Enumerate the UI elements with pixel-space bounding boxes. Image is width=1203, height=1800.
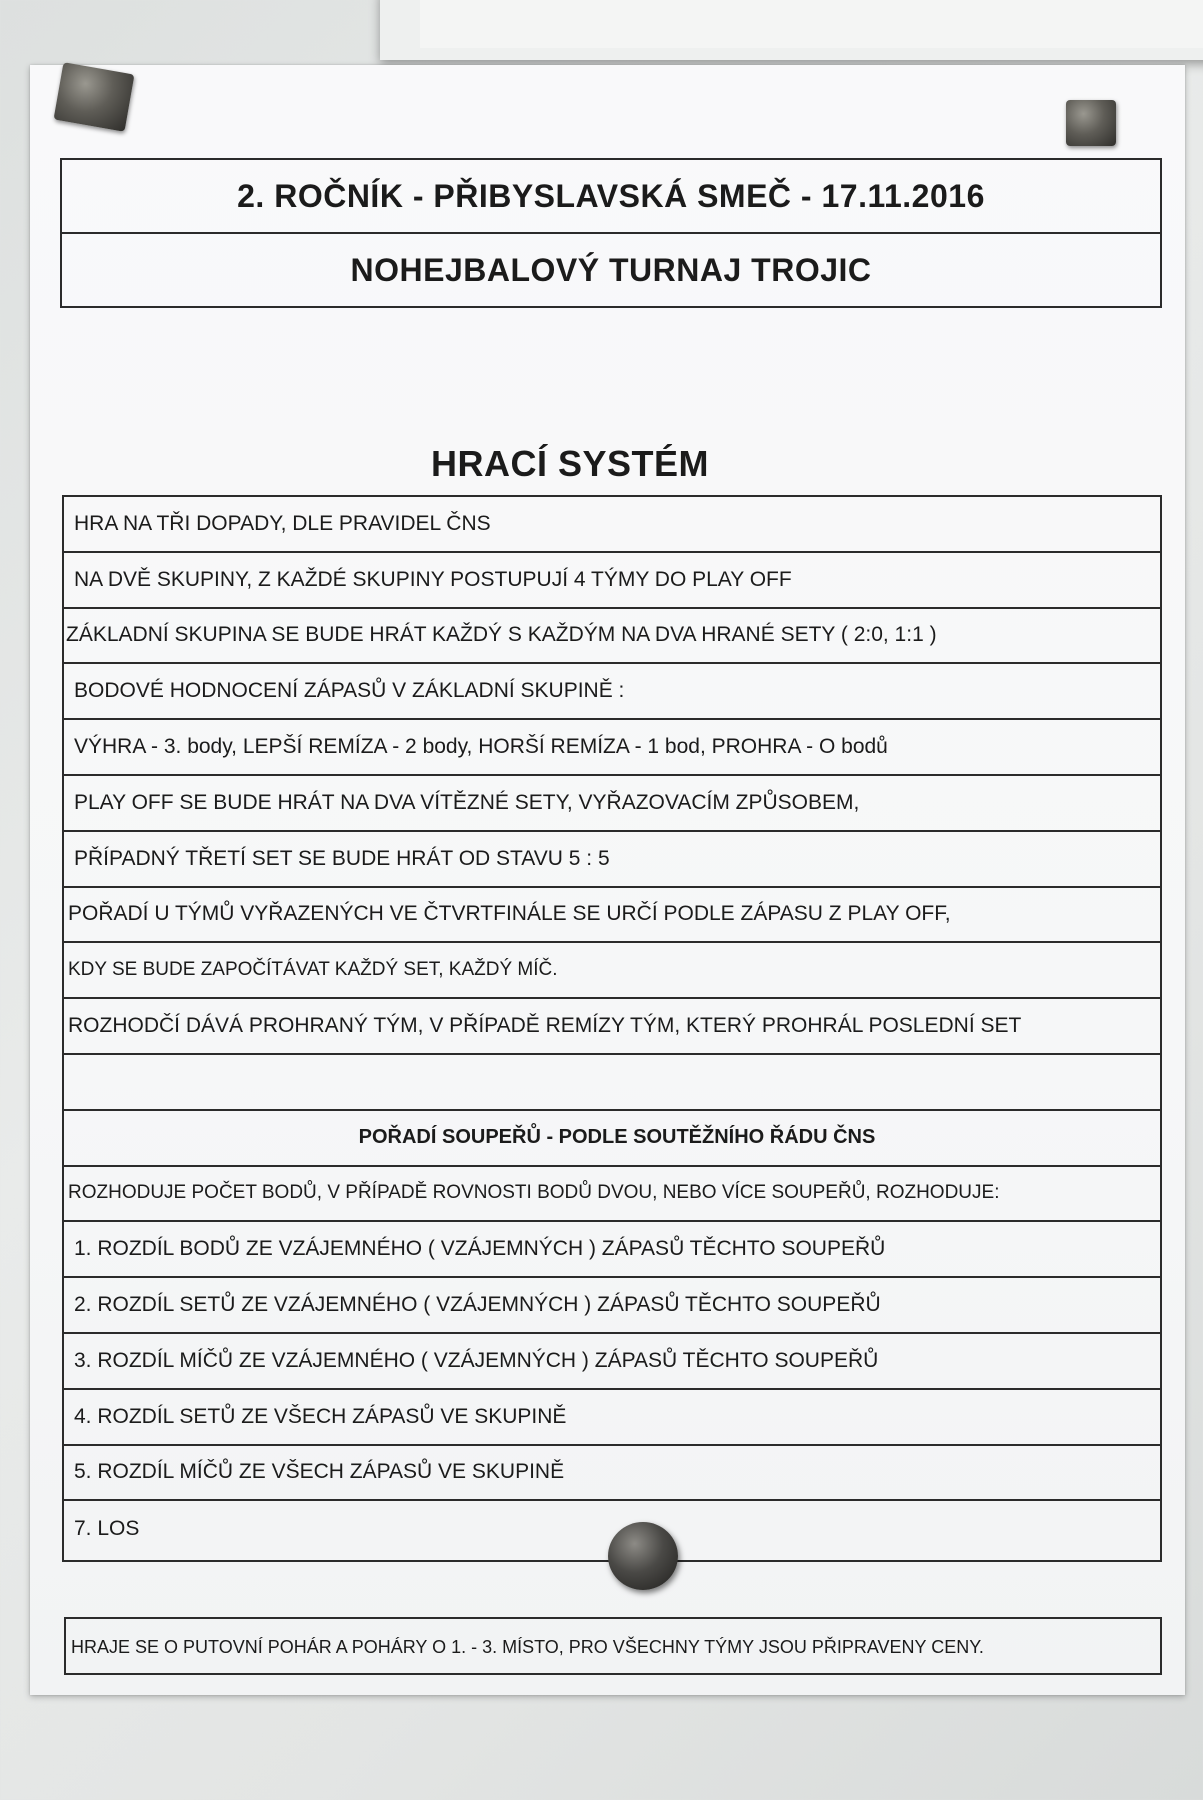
ranking-criterion: 3. ROZDÍL MÍČŮ ZE VZÁJEMNÉHO ( VZÁJEMNÝCH ) ZÁPASŮ TĚCHTO SOUPEŘŮ xyxy=(64,1334,1160,1390)
rule-row: HRA NA TŘI DOPADY, DLE PRAVIDEL ČNS xyxy=(64,497,1160,553)
ranking-criterion: 4. ROZDÍL SETŮ ZE VŠECH ZÁPASŮ VE SKUPINĚ xyxy=(64,1390,1160,1446)
ranking-heading: POŘADÍ SOUPEŘŮ - PODLE SOUTĚŽNÍHO ŘÁDU ČNS xyxy=(64,1111,1160,1167)
footer-box xyxy=(64,1617,1162,1675)
footer-text: HRAJE SE O PUTOVNÍ POHÁR A POHÁRY O 1. - 3. MÍSTO, PRO VŠECHNY TÝMY JSOU PŘIPRAVENY CENY. xyxy=(71,1636,984,1657)
header-box xyxy=(60,158,1162,308)
rule-row: VÝHRA - 3. body, LEPŠÍ REMÍZA - 2 body, HORŠÍ REMÍZA - 1 bod, PROHRA - O bodů xyxy=(64,720,1160,776)
rule-row: POŘADÍ U TÝMŮ VYŘAZENÝCH VE ČTVRTFINÁLE SE URČÍ PODLE ZÁPASU Z PLAY OFF, xyxy=(64,888,1160,944)
notice-paper xyxy=(30,65,1185,1695)
background-sheet-edge xyxy=(420,0,1203,48)
ranking-criterion: 1. ROZDÍL BODŮ ZE VZÁJEMNÉHO ( VZÁJEMNÝCH ) ZÁPASŮ TĚCHTO SOUPEŘŮ xyxy=(64,1222,1160,1278)
rule-row: ZÁKLADNÍ SKUPINA SE BUDE HRÁT KAŽDÝ S KAŽDÝM NA DVA HRANÉ SETY ( 2:0, 1:1 ) xyxy=(64,609,1160,665)
ranking-criterion: 7. LOS xyxy=(74,1517,140,1541)
magnet-round xyxy=(608,1522,678,1590)
rule-row: ROZHODUJE POČET BODŮ, V PŘÍPADĚ ROVNOSTI BODŮ DVOU, NEBO VÍCE SOUPEŘŮ, ROZHODUJE: xyxy=(64,1167,1160,1223)
rule-row-empty xyxy=(64,1055,1160,1111)
page-title: HRACÍ SYSTÉM xyxy=(430,443,710,484)
ranking-criterion: 2. ROZDÍL SETŮ ZE VZÁJEMNÉHO ( VZÁJEMNÝCH ) ZÁPASŮ TĚCHTO SOUPEŘŮ xyxy=(64,1278,1160,1334)
ranking-criterion: 5. ROZDÍL MÍČŮ ZE VŠECH ZÁPASŮ VE SKUPINĚ xyxy=(64,1446,1160,1502)
header-line-1: 2. ROČNÍK - PŘIBYSLAVSKÁ SMEČ - 17.11.2016 xyxy=(62,160,1160,234)
magnet-top-left xyxy=(54,62,135,132)
header-line-2: NOHEJBALOVÝ TURNAJ TROJIC xyxy=(350,251,872,288)
rule-row: KDY SE BUDE ZAPOČÍTÁVAT KAŽDÝ SET, KAŽDÝ MÍČ. xyxy=(64,943,1160,999)
magnet-top-right xyxy=(1066,100,1116,146)
rule-row: NA DVĚ SKUPINY, Z KAŽDÉ SKUPINY POSTUPUJÍ 4 TÝMY DO PLAY OFF xyxy=(64,553,1160,609)
rule-row: BODOVÉ HODNOCENÍ ZÁPASŮ V ZÁKLADNÍ SKUPINĚ : xyxy=(64,664,1160,720)
rule-row: ROZHODČÍ DÁVÁ PROHRANÝ TÝM, V PŘÍPADĚ REMÍZY TÝM, KTERÝ PROHRÁL POSLEDNÍ SET xyxy=(64,999,1160,1055)
rule-row: PLAY OFF SE BUDE HRÁT NA DVA VÍTĚZNÉ SETY, VYŘAZOVACÍM ZPŮSOBEM, xyxy=(64,776,1160,832)
rule-row: PŘÍPADNÝ TŘETÍ SET SE BUDE HRÁT OD STAVU 5 : 5 xyxy=(64,832,1160,888)
rules-table xyxy=(62,495,1162,1562)
